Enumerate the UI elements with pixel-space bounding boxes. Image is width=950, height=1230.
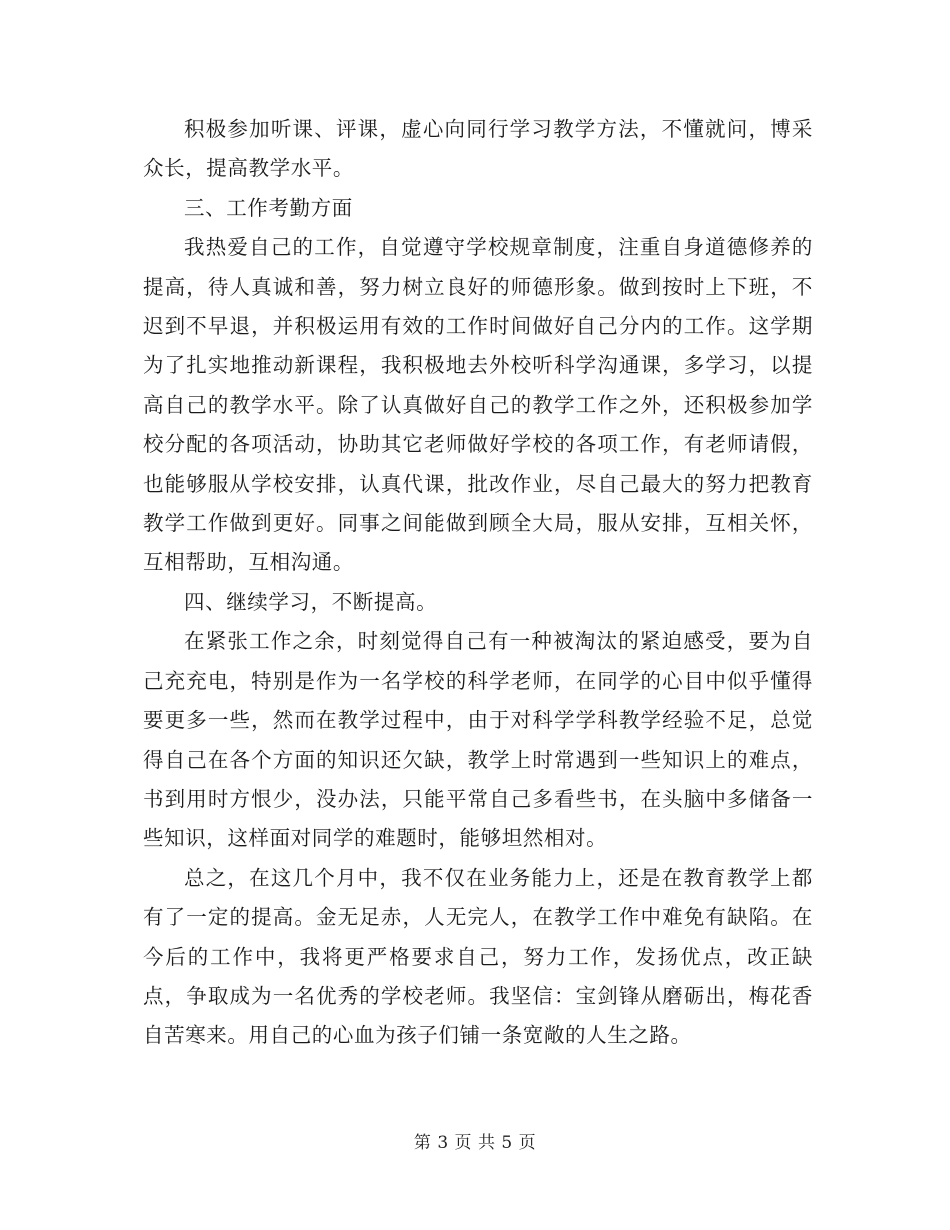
page-number: 第 3 页 共 5 页	[413, 1133, 537, 1153]
paragraph-1: 积极参加听课、评课，虚心向同行学习教学方法，不懂就问，博采众长，提高教学水平。	[143, 117, 813, 181]
paragraph-learning: 在紧张工作之余，时刻觉得自己有一种被淘汰的紧迫感受，要为自己充充电，特别是作为一名学校的科学老师，在同学的心目中似乎懂得要更多一些，然而在教学过程中，由于对科学学科教学经验不足，总觉得自己在各个方面的知识还欠缺，教学上时常遇到一些知识上的难点，书到用时方恨少，没办法，只能平常自己多看些书，在头脑中多储备一些知识，这样面对同学的难题时，能够坦然相对。	[143, 629, 813, 851]
paragraph-conclusion: 总之，在这几个月中，我不仅在业务能力上，还是在教育教学上都有了一定的提高。金无足赤，人无完人，在教学工作中难免有缺陷。在今后的工作中，我将更严格要求自己，努力工作，发扬优点，改正缺点，争取成为一名优秀的学校老师。我坚信：宝剑锋从磨砺出，梅花香自苦寒来。用自己的心血为孩子们铺一条宽敞的人生之路。	[143, 865, 813, 1048]
paragraph-attendance: 我热爱自己的工作，自觉遵守学校规章制度，注重自身道德修养的提高，待人真诚和善，努力树立良好的师德形象。做到按时上下班，不迟到不早退，并积极运用有效的工作时间做好自己分内的工作。这学期为了扎实地推动新课程，我积极地去外校听科学沟通课，多学习，以提高自己的教学水平。除了认真做好自己的教学工作之外，还积极参加学校分配的各项活动，协助其它老师做好学校的各项工作，有老师请假，也能够服从学校安排，认真代课，批改作业，尽自己最大的努力把教育教学工作做到更好。同事之间能做到顾全大局，服从安排，互相关怀，互相帮助，互相沟通。	[143, 235, 813, 575]
document-body	[143, 110, 813, 1056]
section-heading-learning: 四、继续学习，不断提高。	[184, 589, 438, 614]
page-footer	[0, 1128, 950, 1153]
section-heading-attendance: 三、工作考勤方面	[184, 195, 353, 220]
